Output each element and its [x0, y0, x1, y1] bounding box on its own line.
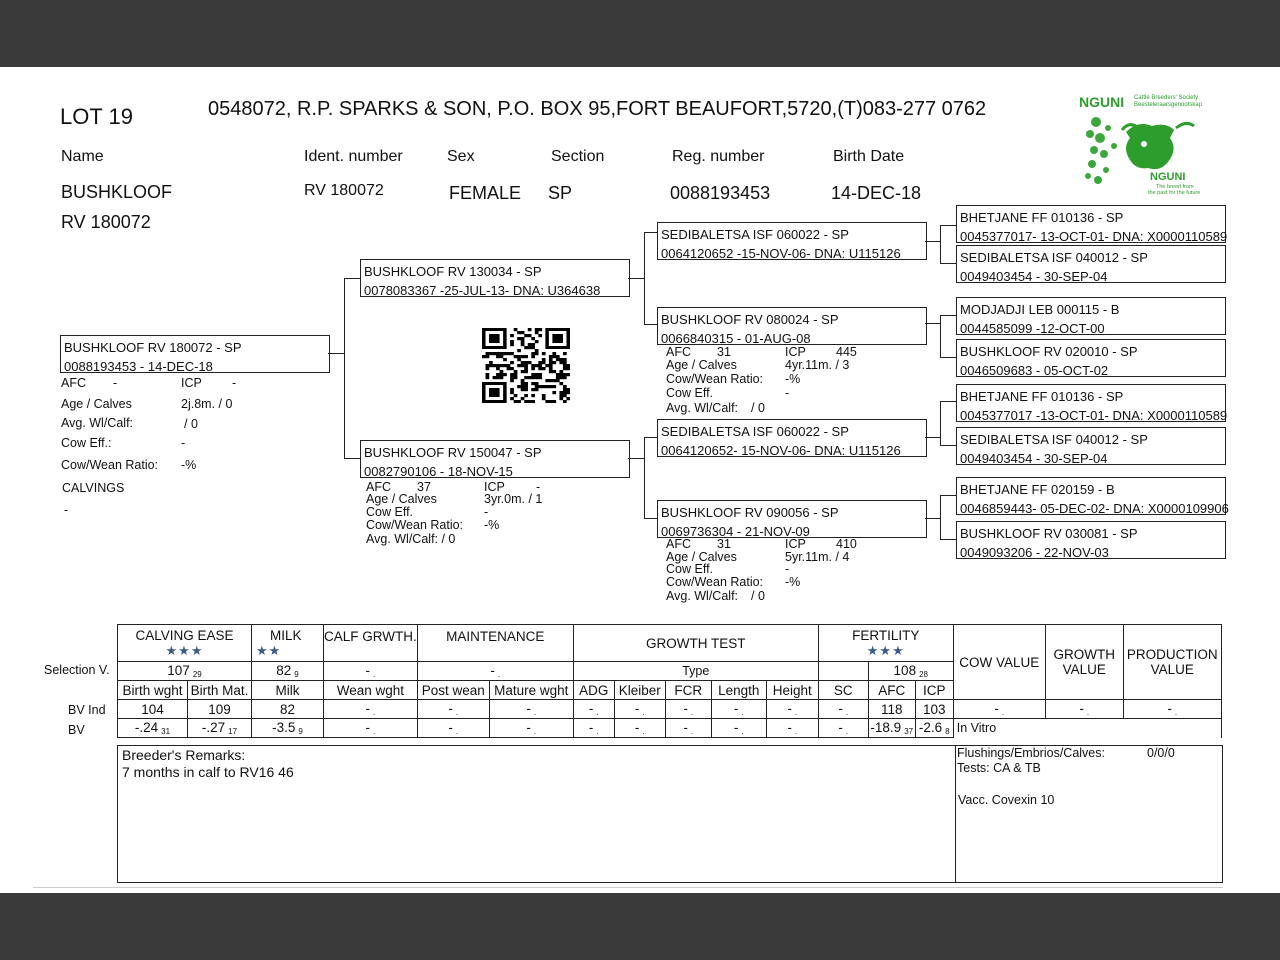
connector — [644, 232, 657, 233]
dam-cw-label: Cow/Wean Ratio: — [366, 518, 464, 532]
sd-age-label: Age / Calves — [666, 358, 737, 372]
sd-age: 4yr.11m. / 3 — [785, 358, 850, 372]
sel-milk: 82 $_9$ — [252, 662, 324, 681]
bv-cell: -3.5 $_9$ — [252, 719, 324, 738]
dam-afc-label: AFC — [366, 480, 391, 494]
subject-afc: - — [113, 376, 118, 390]
bv-cell: -.27 $_{17}$ — [188, 719, 252, 738]
breeder-info: 0548072, R.P. SPARKS & SON, P.O. BOX 95,FORT BEAUFORT,5720,(T)083-277 0762 — [208, 98, 987, 120]
animal-name: BUSHKLOOF — [61, 182, 173, 202]
bv-ind-cell: - $_.$ — [665, 700, 711, 719]
connector — [940, 539, 956, 540]
animal-name-2: RV 180072 — [61, 212, 151, 232]
subject-afc-label: AFC — [61, 376, 86, 390]
subject-icp: - — [232, 376, 237, 390]
connector — [940, 315, 941, 357]
dd-ce-label: Cow Eff. — [666, 562, 714, 576]
dam-box: BUSHKLOOF RV 150047 - SP 0082790106 - 18-NOV-15 — [360, 440, 630, 478]
col-post-wean: Post wean — [417, 681, 489, 700]
type-label: Type — [573, 662, 818, 681]
sd-cw: -% — [785, 372, 801, 386]
connector — [925, 437, 940, 438]
col-mature-wght: Mature wght — [489, 681, 573, 700]
gen3-box: BHETJANE FF 020159 - B 0046859443- 05-DEC-02- DNA: X0000109906 — [956, 477, 1226, 515]
sel-blank — [818, 662, 868, 681]
bottom-dark-band — [0, 893, 1280, 960]
breeder-remarks — [117, 745, 956, 883]
col-birth-mat: Birth Mat. — [188, 681, 252, 700]
col-afc: AFC — [868, 681, 915, 700]
connector — [940, 401, 956, 402]
bv-ind-cell: 109 — [188, 700, 252, 719]
sire-sire-box: SEDIBALETSA ISF 060022 - SP 0064120652 -15-NOV-06- DNA: U115126 — [657, 222, 927, 260]
bv-ind-cell: - $_.$ — [711, 700, 766, 719]
dd-ce: - — [785, 562, 790, 576]
connector — [644, 437, 657, 438]
header-section: Section — [551, 148, 605, 165]
fertility-header: FERTILITY ★★★ — [818, 625, 953, 662]
dd-cw: -% — [785, 575, 801, 589]
subject-ce: - — [181, 436, 186, 450]
header-ident: Ident. number — [304, 148, 403, 165]
subject-wl-label: Avg. Wl/Calf: — [61, 416, 134, 430]
sd-wl-label: Avg. Wl/Calf: — [666, 401, 739, 415]
col-adg: ADG — [573, 681, 614, 700]
bv-cell: - $_.$ — [417, 719, 489, 738]
remarks-title: Breeder's Remarks: — [122, 747, 246, 763]
top-dark-band — [0, 0, 1280, 67]
connector — [344, 458, 360, 459]
bv-ind-cell: - $_.$ — [324, 700, 418, 719]
bv-ind-cell: - $_.$ — [766, 700, 818, 719]
gen3-box: SEDIBALETSA ISF 040012 - SP 0049403454 - 30-SEP-04 — [956, 427, 1226, 465]
bv-ind-gv: - $_.$ — [1045, 700, 1123, 719]
sel-calf: - $_.$ — [324, 662, 418, 681]
bv-cell: - $_.$ — [324, 719, 418, 738]
connector — [344, 278, 345, 458]
bv-cell: - $_.$ — [665, 719, 711, 738]
dam-dam-box: BUSHKLOOF RV 090056 - SP 0069736304 - 21-NOV-09 — [657, 500, 927, 538]
sd-ce-label: Cow Eff. — [666, 386, 714, 400]
calving-stars-icon: ★★★ — [165, 643, 204, 658]
connector — [344, 278, 360, 279]
subject-cw: -% — [181, 458, 197, 472]
animal-sex: FEMALE — [449, 183, 522, 203]
sd-wl: / 0 — [751, 401, 765, 415]
col-height: Height — [766, 681, 818, 700]
bv-ind-cell: 104 — [118, 700, 188, 719]
side-info-panel — [954, 745, 1223, 883]
milk-stars-icon: ★★ — [256, 643, 282, 658]
bv-ind-row — [118, 700, 1222, 719]
calving-ease-header: CALVING EASE ★★★ — [118, 625, 252, 662]
col-icp: ICP — [915, 681, 953, 700]
connector — [940, 263, 956, 264]
bv-cell: - $_.$ — [711, 719, 766, 738]
sd-icp-label: ICP — [785, 345, 806, 359]
connector — [644, 324, 657, 325]
sd-afc-label: AFC — [666, 345, 691, 359]
sd-cw-label: Cow/Wean Ratio: — [666, 372, 764, 386]
subject-calvings-label: CALVINGS — [62, 481, 125, 495]
flushings-value: 0/0/0 — [1147, 746, 1175, 760]
bv-ind-cell: - $_.$ — [489, 700, 573, 719]
sel-calving: 107 $_{29}$ — [118, 662, 252, 681]
bv-ind-cow: - $_.$ — [953, 700, 1045, 719]
lot-sheet — [0, 67, 1280, 893]
sel-maint: - $_.$ — [417, 662, 573, 681]
dd-age: 5yr.11m. / 4 — [785, 550, 850, 564]
col-kleiber: Kleiber — [614, 681, 665, 700]
bv-ind-cell: 82 — [252, 700, 324, 719]
dam-icp-label: ICP — [484, 480, 505, 494]
dam-ce-label: Cow Eff. — [366, 505, 414, 519]
vaccination-text: Vacc. Covexin 10 — [958, 793, 1055, 807]
in-vitro-label: In Vitro — [953, 719, 1221, 738]
bv-ind-pv: - $_.$ — [1123, 700, 1221, 719]
connector — [628, 458, 644, 459]
gen3-box: BHETJANE FF 010136 - SP 0045377017- 13-OCT-01- DNA: X0000110589 — [956, 205, 1226, 243]
maintenance-header: MAINTENANCE — [417, 625, 573, 662]
remarks-text: 7 months in calf to RV16 46 — [122, 764, 294, 780]
col-length: Length — [711, 681, 766, 700]
header-reg: Reg. number — [672, 148, 765, 165]
header-sex: Sex — [447, 148, 475, 165]
animal-reg: 0088193453 — [670, 183, 771, 203]
subject-icp-label: ICP — [181, 376, 202, 390]
connector — [940, 225, 956, 226]
dd-cw-label: Cow/Wean Ratio: — [666, 575, 764, 589]
connector — [925, 518, 940, 519]
bv-ind-cell: 118 — [868, 700, 915, 719]
connector — [328, 353, 344, 354]
growth-value-header: GROWTH VALUE — [1045, 625, 1123, 700]
bv-ind-label: BV Ind — [68, 703, 106, 717]
bv-ind-cell: - $_.$ — [417, 700, 489, 719]
sire-dam-box: BUSHKLOOF RV 080024 - SP 0066840315 - 01-AUG-08 — [657, 307, 927, 345]
gen3-box: BHETJANE FF 010136 - SP 0045377017 -13-OCT-01- DNA: X0000110589 — [956, 384, 1226, 422]
dam-age: 3yr.0m. / 1 — [484, 492, 543, 506]
selection-label: Selection V. — [44, 663, 110, 677]
bv-cell: - $_.$ — [573, 719, 614, 738]
gen3-box: SEDIBALETSA ISF 040012 - SP 0049403454 - 30-SEP-04 — [956, 245, 1226, 283]
bv-cell: - $_.$ — [818, 719, 868, 738]
col-wean-wght: Wean wght — [324, 681, 418, 700]
connector — [940, 315, 956, 316]
header-birth: Birth Date — [833, 148, 905, 165]
col-birth-wght: Birth wght — [118, 681, 188, 700]
bv-cell: -.24 $_{31}$ — [118, 719, 188, 738]
dd-wl-label: Avg. Wl/Calf: — [666, 589, 739, 603]
connector — [940, 225, 941, 263]
subject-calvings: - — [64, 503, 69, 517]
calf-growth-header: CALF GRWTH. — [324, 625, 418, 662]
bull-leaves-icon — [1078, 92, 1213, 196]
sire-box: BUSHKLOOF RV 130034 - SP 0078083367 -25-JUL-13- DNA: U364638 — [360, 259, 630, 297]
col-fcr: FCR — [665, 681, 711, 700]
tests-text: Tests: CA & TB — [957, 761, 1041, 775]
dam-age-label: Age / Calves — [366, 492, 437, 506]
sd-ce: - — [785, 386, 790, 400]
dd-wl: / 0 — [751, 589, 765, 603]
fertility-stars-icon: ★★★ — [866, 643, 905, 658]
subject-wl: / 0 — [184, 417, 198, 431]
sel-fertility: 108 $_{28}$ — [868, 662, 953, 681]
bv-row — [118, 719, 1222, 738]
bottom-rule — [33, 887, 1223, 888]
bv-ind-cell: - $_.$ — [573, 700, 614, 719]
growth-test-header: GROWTH TEST — [573, 625, 818, 662]
header-name: Name — [61, 148, 104, 165]
connector — [644, 518, 657, 519]
connector — [940, 357, 956, 358]
dd-icp-label: ICP — [785, 537, 806, 551]
sd-icp: 445 — [836, 345, 857, 359]
dam-wl: Avg. Wl/Calf: / 0 — [366, 532, 456, 546]
dd-afc: 31 — [717, 537, 731, 551]
subject-cw-label: Cow/Wean Ratio: — [61, 458, 159, 472]
animal-birth: 14-DEC-18 — [831, 183, 922, 203]
bv-cell: - $_.$ — [489, 719, 573, 738]
subject-age: 2j.8m. / 0 — [181, 397, 233, 411]
dam-afc: 37 — [417, 480, 431, 494]
flushings-label: Flushings/Embrios/Calves: — [957, 746, 1105, 760]
bv-ind-cell: - $_.$ — [614, 700, 665, 719]
subject-ce-label: Cow Eff.: — [61, 436, 112, 450]
sd-afc: 31 — [717, 345, 731, 359]
milk-header: MILK ★★ — [252, 625, 324, 662]
connector — [925, 241, 940, 242]
dam-ce: - — [484, 505, 489, 519]
connector — [644, 437, 645, 518]
dd-icp: 410 — [836, 537, 857, 551]
nguni-logo: NGUNI Cattle Breeders' Society Beesteleraarsgenootskap NGUNI The breed from the past for the future — [1078, 92, 1213, 196]
bv-cell: - $_.$ — [614, 719, 665, 738]
performance-table — [117, 624, 1222, 738]
connector — [925, 323, 940, 324]
bv-cell: -18.9 $_{37}$ — [868, 719, 915, 738]
dd-age-label: Age / Calves — [666, 550, 737, 564]
dam-icp: - — [536, 480, 541, 494]
gen3-box: BUSHKLOOF RV 020010 - SP 0046509683 - 05-OCT-02 — [956, 339, 1226, 377]
bv-cell: -2.6 $_8$ — [915, 719, 953, 738]
cow-value-header: COW VALUE — [953, 625, 1045, 700]
dam-cw: -% — [484, 518, 500, 532]
animal-section: SP — [548, 183, 573, 203]
dd-afc-label: AFC — [666, 537, 691, 551]
production-value-header: PRODUCTION VALUE — [1123, 625, 1221, 700]
col-milk: Milk — [252, 681, 324, 700]
connector — [940, 401, 941, 445]
subject-age-label: Age / Calves — [61, 397, 132, 411]
bv-label: BV — [68, 723, 85, 737]
qr-code-icon — [482, 328, 570, 403]
lot-number: LOT 19 — [60, 104, 133, 129]
bv-ind-cell: - $_.$ — [818, 700, 868, 719]
connector — [940, 445, 956, 446]
connector — [644, 232, 645, 324]
gen3-box: MODJADJI LEB 000115 - B 0044585099 -12-OCT-00 — [956, 297, 1226, 335]
connector — [940, 495, 956, 496]
gen3-box: BUSHKLOOF RV 030081 - SP 0049093206 - 22-NOV-03 — [956, 521, 1226, 559]
connector — [628, 278, 644, 279]
connector — [940, 495, 941, 539]
animal-ident: RV 180072 — [304, 182, 384, 199]
bv-ind-cell: 103 — [915, 700, 953, 719]
bv-cell: - $_.$ — [766, 719, 818, 738]
col-sc: SC — [818, 681, 868, 700]
subject-box: BUSHKLOOF RV 180072 - SP 0088193453 - 14-DEC-18 — [60, 335, 330, 373]
dam-sire-box: SEDIBALETSA ISF 060022 - SP 0064120652- 15-NOV-06- DNA: U115126 — [657, 419, 927, 457]
